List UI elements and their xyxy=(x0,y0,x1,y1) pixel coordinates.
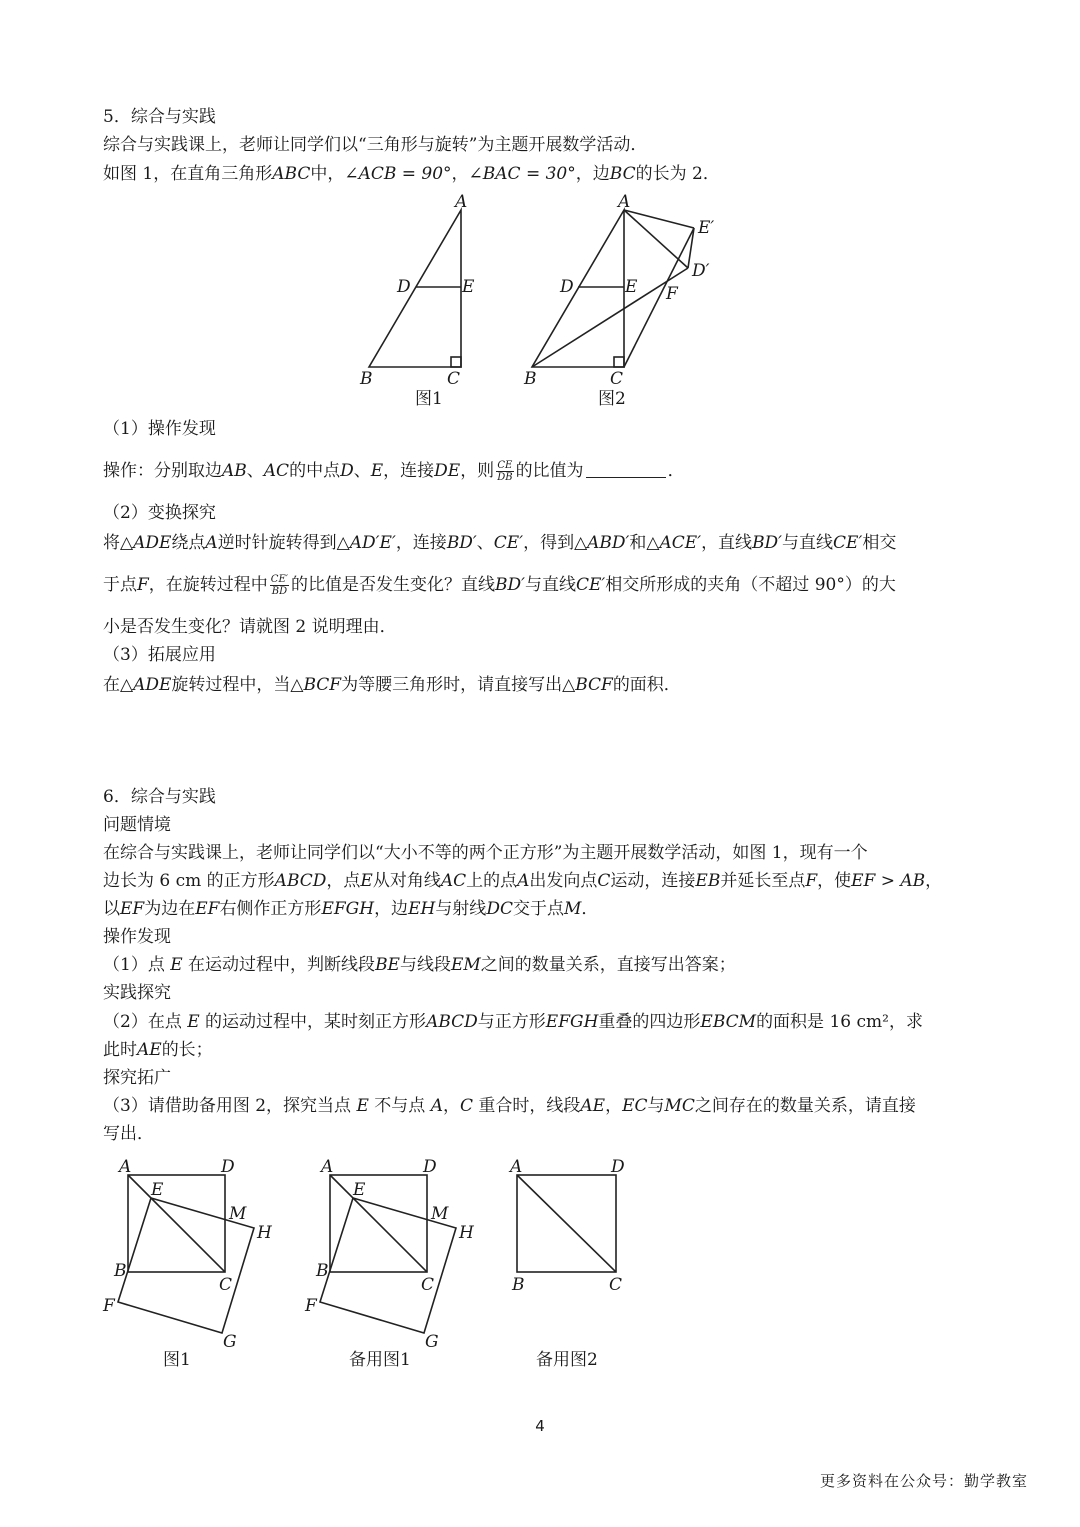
fig2-bd1 xyxy=(532,268,688,367)
math: AB xyxy=(222,461,247,481)
fig1-triangle xyxy=(369,210,461,367)
text: 之间的数量关系，直接写出答案； xyxy=(480,955,736,975)
text: 相交所形成的夹角（不超过 90°）的大 xyxy=(605,575,896,595)
backup1-label-c: C xyxy=(421,1275,435,1295)
fig1-label-a: A xyxy=(119,1157,132,1177)
math: EF xyxy=(120,899,145,919)
math: M xyxy=(563,899,582,919)
text: 的面积是 16 cm²，求 xyxy=(756,1012,923,1032)
text: 于点 xyxy=(103,575,137,595)
text: 右侧作正方形 xyxy=(219,899,322,919)
fig2-label-a: A xyxy=(618,192,631,212)
text: 此时 xyxy=(103,1040,137,1060)
text: 与直线 xyxy=(525,575,577,595)
text: 、 xyxy=(476,533,494,553)
problem5-q3 xyxy=(103,673,681,697)
fig2-label-f: F xyxy=(666,284,678,304)
backup2-caption: 备用图2 xyxy=(536,1350,598,1370)
math: EF xyxy=(195,899,220,919)
math: AE xyxy=(137,1040,162,1060)
text: 交于点 xyxy=(512,899,564,919)
fig1-label-f: F xyxy=(103,1296,115,1316)
problem6-pr-title: 实践探究 xyxy=(103,983,171,1003)
text: 在运动过程中，判断线段 xyxy=(182,955,376,975)
math: BD′ xyxy=(752,533,783,553)
math: EC xyxy=(622,1096,648,1116)
math: CE′ xyxy=(493,533,524,553)
problem6-ext-title: 探究拓广 xyxy=(103,1068,171,1088)
backup1-label-d: D xyxy=(423,1157,437,1177)
fig2-label-d: D xyxy=(560,277,574,297)
text: 和△ xyxy=(629,533,660,553)
text: 的比值为 xyxy=(515,461,584,481)
text: 中， xyxy=(310,164,345,184)
math: EH xyxy=(408,899,436,919)
math: MC xyxy=(664,1096,695,1116)
math: A xyxy=(517,871,530,891)
fig2-label-e1: E′ xyxy=(698,218,715,238)
math: AD′E′ xyxy=(349,533,396,553)
fraction-numerator: CE′ xyxy=(270,574,289,585)
problem6-q1 xyxy=(103,953,736,977)
math: E xyxy=(356,1096,369,1116)
fig2-label-c: C xyxy=(610,369,624,389)
text: 与直线 xyxy=(782,533,834,553)
problem6-q2-line1 xyxy=(103,1010,923,1034)
problem5-heading: 5．综合与实践 xyxy=(103,107,216,127)
backup2-label-b: B xyxy=(512,1275,525,1295)
text: 运动，连接 xyxy=(610,871,696,891)
backup1-label-h: H xyxy=(459,1223,474,1243)
fraction-denominator: BD xyxy=(271,586,288,597)
text: 与线段 xyxy=(399,955,451,975)
problem6-figures xyxy=(0,1150,1080,1380)
math: DE xyxy=(434,461,461,481)
backup1-label-a: A xyxy=(321,1157,334,1177)
text: ，在旋转过程中 xyxy=(148,575,268,595)
fig1-label-c: C xyxy=(219,1275,233,1295)
text: 、 xyxy=(246,461,264,481)
text: 绕点 xyxy=(171,533,206,553)
problem5-givens xyxy=(103,162,720,186)
math: BCF xyxy=(575,675,613,695)
problem5-q2-title: （2）变换探究 xyxy=(103,503,216,523)
text: 如图 1，在直角三角形 xyxy=(103,164,273,184)
backup1-label-e: E xyxy=(353,1180,366,1200)
problem6-q2-line2 xyxy=(103,1038,213,1062)
text: 边长为 6 cm 的正方形 xyxy=(103,871,275,891)
math: ABD′ xyxy=(587,533,630,553)
math: C xyxy=(597,871,611,891)
math: AE xyxy=(580,1096,606,1116)
fig2-label-d1: D′ xyxy=(692,261,710,281)
fraction-ce1-bd xyxy=(270,574,289,597)
math: EF > AB xyxy=(851,871,926,891)
text: （1）点 xyxy=(103,955,171,975)
problem6-q3-line2: 写出． xyxy=(103,1124,154,1144)
fig2-caption: 图2 xyxy=(598,389,626,409)
problem6-q3-line1 xyxy=(103,1094,916,1118)
backup1-caption: 备用图1 xyxy=(349,1350,411,1370)
text: 的比值是否发生变化？直线 xyxy=(291,575,496,595)
problem6-op-title: 操作发现 xyxy=(103,927,171,947)
text: 的中点 xyxy=(289,461,341,481)
text: 为等腰三角形时，请直接写出△ xyxy=(341,675,576,695)
math: BCF xyxy=(303,675,342,695)
text: （3）请借助备用图 2，探究当点 xyxy=(103,1096,357,1116)
backup2-diagonal-ac xyxy=(517,1175,616,1272)
text: 为边在 xyxy=(144,899,196,919)
text: 在△ xyxy=(103,675,134,695)
text: 重合时，线段 xyxy=(472,1096,581,1116)
fig1-label-d: D xyxy=(221,1157,235,1177)
text: 、 xyxy=(353,461,371,481)
fig2-triangle xyxy=(532,210,624,367)
text: ，则 xyxy=(460,461,495,481)
problem5-q2-line3: 小是否发生变化？请就图 2 说明理由． xyxy=(103,617,397,637)
problem5-figures xyxy=(0,185,1080,415)
problem5-q3-title: （3）拓展应用 xyxy=(103,645,216,665)
backup1-label-g: G xyxy=(425,1332,439,1352)
fig1-label-c: C xyxy=(447,369,461,389)
problem6-situation-line1: 在综合与实践课上，老师让同学们以“大小不等的两个正方形”为主题开展数学活动，如图 1，现有一个 xyxy=(103,843,868,863)
problem6-heading: 6．综合与实践 xyxy=(103,787,216,807)
fig2-ce1 xyxy=(624,228,694,367)
text: 旋转过程中，当△ xyxy=(171,675,304,695)
math: ADE xyxy=(133,675,172,695)
fig1-right-angle xyxy=(451,357,461,367)
text: ， xyxy=(605,1096,623,1116)
fig1-label-g: G xyxy=(223,1332,237,1352)
problem6-situation-line2 xyxy=(103,869,942,893)
problem5-q2-line1 xyxy=(103,531,896,555)
math: BC xyxy=(609,164,636,184)
fig1-label-a: A xyxy=(455,192,468,212)
math: CE′ xyxy=(833,533,863,553)
text: ，得到△ xyxy=(523,533,588,553)
text: 操作：分别取边 xyxy=(103,461,222,481)
text: 从对角线 xyxy=(372,871,441,891)
math: ABCD xyxy=(274,871,327,891)
fig1-label-h: H xyxy=(257,1223,272,1243)
problem5-q1 xyxy=(103,459,685,483)
text: 之间存在的数量关系，请直接 xyxy=(694,1096,916,1116)
math: ∠BAC = 30° xyxy=(468,164,576,184)
math: EB xyxy=(695,871,721,891)
text: ． xyxy=(667,461,685,481)
math: ACE′ xyxy=(659,533,702,553)
backup1-label-b: B xyxy=(316,1261,329,1281)
text: 的运动过程中，某时刻正方形 xyxy=(199,1012,427,1032)
text: ． xyxy=(581,899,599,919)
math: AC xyxy=(263,461,290,481)
text: 重叠的四边形 xyxy=(598,1012,701,1032)
text: 的长为 2． xyxy=(635,164,720,184)
text: （2）在点 xyxy=(103,1012,188,1032)
problem5-intro: 综合与实践课上，老师让同学们以“三角形与旋转”为主题开展数学活动． xyxy=(103,135,648,155)
problem5-q2-line2 xyxy=(103,573,896,597)
math: D xyxy=(340,461,354,481)
text: ，直线 xyxy=(701,533,753,553)
math: ABC xyxy=(272,164,311,184)
text: 以 xyxy=(103,899,120,919)
text: 与射线 xyxy=(435,899,487,919)
problem6-situation-line3 xyxy=(103,897,598,921)
math: DC xyxy=(486,899,513,919)
fig1-label-d: D xyxy=(397,277,411,297)
text: 与 xyxy=(647,1096,665,1116)
text: 并延长至点 xyxy=(720,871,806,891)
text: ， xyxy=(925,871,943,891)
math: ADE xyxy=(133,533,172,553)
fig2-right-angle xyxy=(614,357,624,367)
backup2-label-d: D xyxy=(611,1157,625,1177)
math: EM xyxy=(450,955,481,975)
math: A xyxy=(205,533,218,553)
math: F xyxy=(137,575,149,595)
fig1-label-b: B xyxy=(114,1261,127,1281)
text: 相交 xyxy=(862,533,897,553)
text: 将△ xyxy=(103,533,134,553)
backup1-label-f: F xyxy=(305,1296,317,1316)
fig1-label-e: E xyxy=(151,1180,164,1200)
fraction-numerator: CE xyxy=(497,460,513,471)
text: 不与点 xyxy=(368,1096,431,1116)
math: BD′ xyxy=(446,533,477,553)
text: ，边 xyxy=(575,164,610,184)
text: ，连接 xyxy=(383,461,435,481)
text: ，使 xyxy=(817,871,852,891)
math: C xyxy=(459,1096,473,1116)
math: BD′ xyxy=(495,575,526,595)
text: ，边 xyxy=(374,899,409,919)
math: E xyxy=(360,871,373,891)
math: EFGH xyxy=(321,899,375,919)
text: ， xyxy=(442,1096,460,1116)
backup2-label-a: A xyxy=(510,1157,523,1177)
math: ∠ACB = 90° xyxy=(344,164,452,184)
fig2-label-e: E xyxy=(625,277,638,297)
math: E xyxy=(187,1012,200,1032)
fig1-caption: 图1 xyxy=(163,1350,191,1370)
fig1-caption: 图1 xyxy=(415,389,443,409)
fig1-label-m: M xyxy=(229,1204,247,1224)
math: ABCD xyxy=(426,1012,478,1032)
footer-note: 更多资料在公众号：勤学教室 xyxy=(819,1472,1028,1490)
text: 出发向点 xyxy=(529,871,598,891)
text: 上的点 xyxy=(466,871,518,891)
fig1-label-b: B xyxy=(360,369,373,389)
text: 与正方形 xyxy=(477,1012,546,1032)
problem6-situation-title: 问题情境 xyxy=(103,815,171,835)
math: AC xyxy=(440,871,467,891)
page-number: 4 xyxy=(535,1417,545,1435)
text: 的长； xyxy=(161,1040,213,1060)
math: EBCM xyxy=(700,1012,757,1032)
math: BE xyxy=(375,955,400,975)
math: F xyxy=(805,871,818,891)
backup2-label-c: C xyxy=(609,1275,623,1295)
math: EFGH xyxy=(545,1012,599,1032)
text: ，连接 xyxy=(395,533,447,553)
fraction-denominator: DB xyxy=(497,472,513,483)
math: E xyxy=(170,955,183,975)
answer-blank[interactable] xyxy=(586,461,666,478)
text: 的面积． xyxy=(612,675,681,695)
fig1-label-e: E xyxy=(462,277,475,297)
backup1-label-m: M xyxy=(431,1204,449,1224)
math: A xyxy=(430,1096,443,1116)
text: ，点 xyxy=(326,871,361,891)
fig2-label-b: B xyxy=(524,369,537,389)
fraction-ce-db xyxy=(496,460,513,483)
problem5-q1-title: （1）操作发现 xyxy=(103,419,216,439)
text: ， xyxy=(451,164,469,184)
math: CE′ xyxy=(576,575,606,595)
math: E xyxy=(370,461,384,481)
text: 逆时针旋转得到△ xyxy=(217,533,350,553)
